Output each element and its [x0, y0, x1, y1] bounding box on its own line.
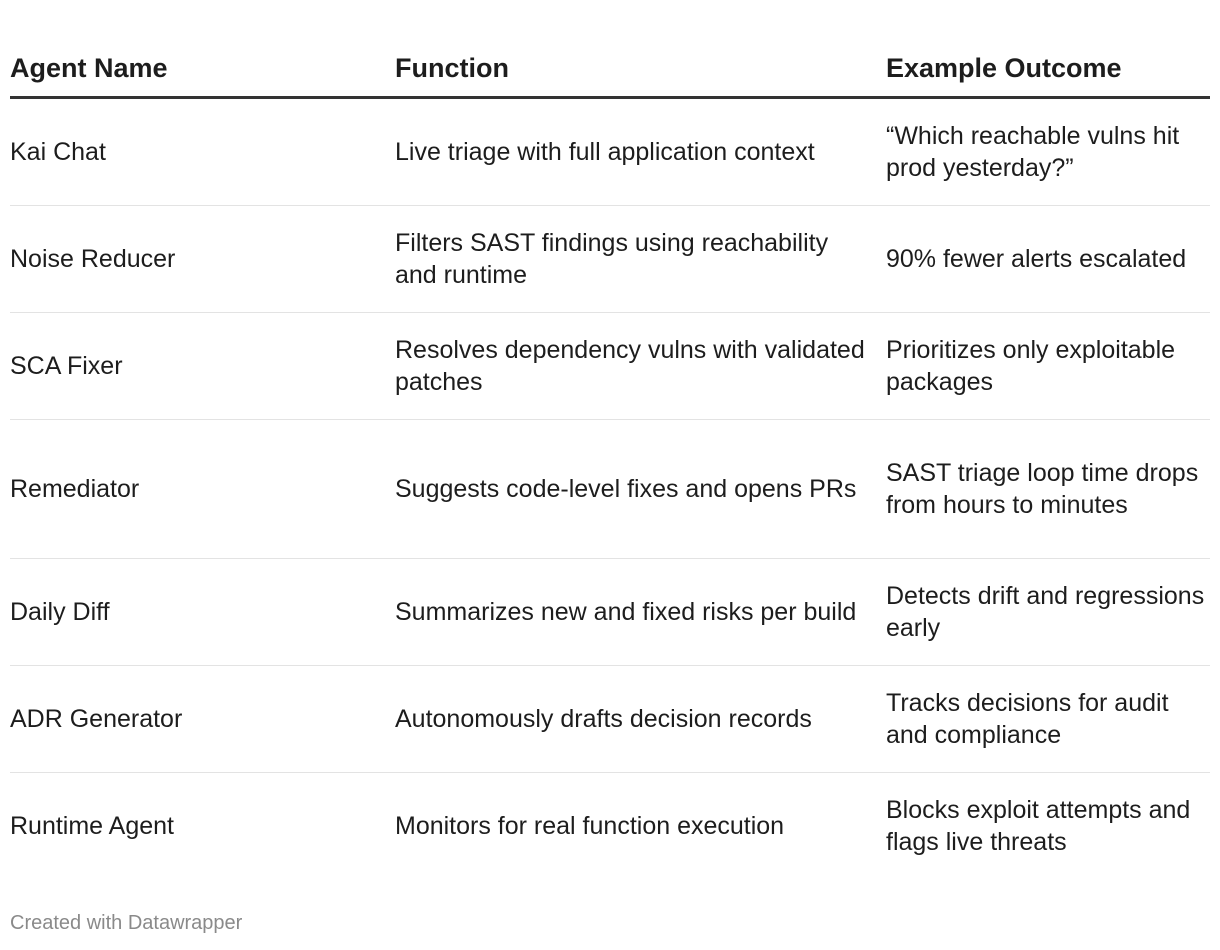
agents-table: [10, 40, 1210, 879]
function-cell: Live triage with full application context: [395, 138, 815, 166]
outcome-cell: Detects drift and regressions early: [886, 582, 1205, 642]
datawrapper-credit[interactable]: Created with Datawrapper: [10, 912, 243, 934]
agent-name-cell: SCA Fixer: [10, 352, 123, 380]
table-row: [10, 99, 1210, 206]
function-cell: Summarizes new and fixed risks per build: [395, 598, 857, 626]
function-cell: Filters SAST findings using reachability and runtime: [395, 229, 829, 289]
table-row: [10, 313, 1210, 420]
column-header-example-outcome: Example Outcome: [886, 53, 1122, 83]
outcome-cell: Tracks decisions for audit and compliance: [886, 689, 1169, 749]
table-row: [10, 559, 1210, 666]
table-row: [10, 420, 1210, 559]
agent-name-cell: Kai Chat: [10, 138, 106, 166]
agent-name-cell: ADR Generator: [10, 705, 183, 733]
outcome-cell: Prioritizes only exploitable packages: [886, 336, 1176, 396]
function-cell: Autonomously drafts decision records: [395, 705, 812, 733]
agent-name-cell: Daily Diff: [10, 598, 110, 626]
table-row: [10, 773, 1210, 879]
agent-name-cell: Runtime Agent: [10, 812, 174, 840]
column-header-function: Function: [395, 53, 509, 83]
outcome-cell: “Which reachable vulns hit prod yesterday?”: [886, 122, 1180, 182]
outcome-cell: Blocks exploit attempts and flags live threats: [886, 796, 1191, 856]
column-header-agent-name: Agent Name: [10, 53, 168, 83]
table-header-row: [10, 40, 1210, 99]
outcome-cell: SAST triage loop time drops from hours to minutes: [886, 459, 1199, 519]
function-cell: Monitors for real function execution: [395, 812, 785, 840]
table-row: [10, 666, 1210, 773]
agent-name-cell: Noise Reducer: [10, 245, 176, 273]
table-row: [10, 206, 1210, 313]
function-cell: Resolves dependency vulns with validated patches: [395, 336, 865, 396]
outcome-cell: 90% fewer alerts escalated: [886, 245, 1187, 273]
function-cell: Suggests code-level fixes and opens PRs: [395, 475, 857, 503]
agent-name-cell: Remediator: [10, 475, 140, 503]
